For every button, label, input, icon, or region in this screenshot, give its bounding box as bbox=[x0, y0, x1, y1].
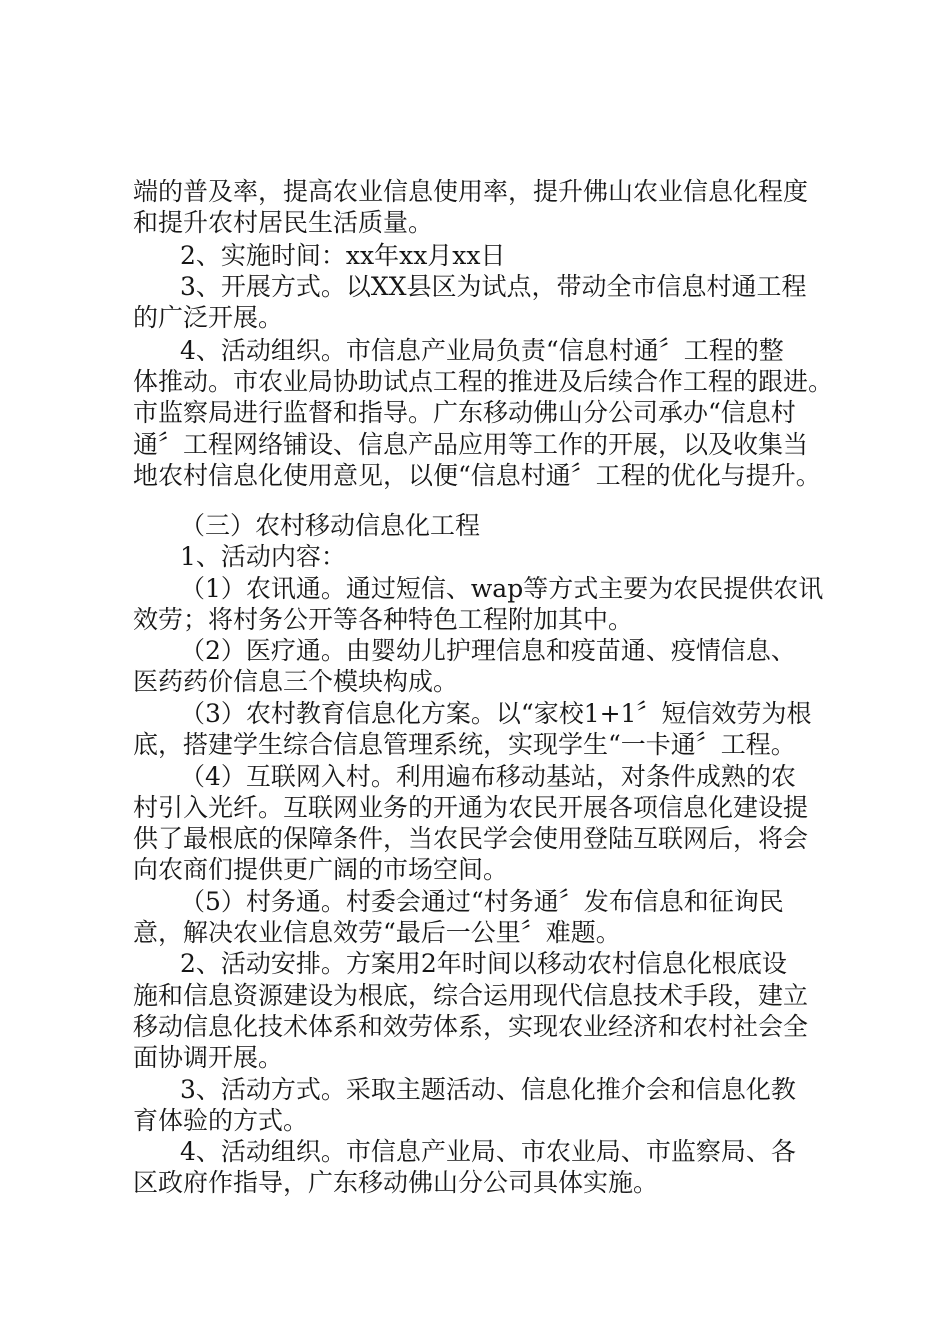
text-line: （3）农村教育信息化方案。以“家校1+1〞短信效劳为根 bbox=[180, 699, 812, 728]
section-heading: （三）农村移动信息化工程 bbox=[180, 511, 481, 540]
text-line: 端的普及率，提高农业信息使用率，提升佛山农业信息化程度 bbox=[133, 177, 809, 206]
text-line: 向农商们提供更广阔的市场空间。 bbox=[133, 855, 509, 884]
text-line: 市监察局进行监督和指导。广东移动佛山分公司承办“信息村 bbox=[133, 398, 796, 427]
text-line: 地农村信息化使用意见，以便“信息村通〞工程的优化与提升。 bbox=[133, 461, 821, 490]
text-line: 3、开展方式。以XX县区为试点，带动全市信息村通工程 bbox=[180, 272, 807, 301]
text-line: 3、活动方式。采取主题活动、信息化推介会和信息化教 bbox=[180, 1075, 796, 1104]
text-line: （5）村务通。村委会通过“村务通〞发布信息和征询民 bbox=[180, 887, 784, 916]
text-line: 通〞工程网络铺设、信息产品应用等工作的开展，以及收集当 bbox=[133, 430, 809, 459]
text-line: （2）医疗通。由婴幼儿护理信息和疫苗通、疫情信息、 bbox=[180, 636, 796, 665]
text-line: 意，解决农业信息效劳“最后一公里〞难题。 bbox=[133, 918, 621, 947]
text-line: （4）互联网入村。利用遍布移动基站，对条件成熟的农 bbox=[180, 762, 796, 791]
text-line: 村引入光纤。互联网业务的开通为农民开展各项信息化建设提 bbox=[133, 793, 809, 822]
text-line: 施和信息资源建设为根底，综合运用现代信息技术手段，建立 bbox=[133, 981, 809, 1010]
text-line: 的广泛开展。 bbox=[133, 303, 284, 332]
text-line: 供了最根底的保障条件，当农民学会使用登陆互联网后，将会 bbox=[133, 824, 809, 853]
text-line: 和提升农村居民生活质量。 bbox=[133, 208, 434, 237]
text-line: 4、活动组织。市信息产业局负责“信息村通〞工程的整 bbox=[180, 336, 784, 365]
text-line: 4、活动组织。市信息产业局、市农业局、市监察局、各 bbox=[180, 1137, 796, 1166]
text-line: 底，搭建学生综合信息管理系统，实现学生“一卡通〞工程。 bbox=[133, 730, 796, 759]
text-line: 1、活动内容： bbox=[180, 542, 346, 571]
text-line: 效劳；将村务公开等各种特色工程附加其中。 bbox=[133, 605, 634, 634]
text-line: 面协调开展。 bbox=[133, 1043, 284, 1072]
text-line: 医药药价信息三个模块构成。 bbox=[133, 667, 459, 696]
text-line: 育体验的方式。 bbox=[133, 1106, 309, 1135]
text-line: 移动信息化技术体系和效劳体系，实现农业经济和农村社会全 bbox=[133, 1012, 809, 1041]
text-line: 2、活动安排。方案用2年时间以移动农村信息化根底设 bbox=[180, 949, 787, 978]
text-line: 体推动。市农业局协助试点工程的推进及后续合作工程的跟进。 bbox=[133, 367, 834, 396]
text-line: 区政府作指导，广东移动佛山分公司具体实施。 bbox=[133, 1168, 659, 1197]
text-line: 2、实施时间：xx年xx月xx日 bbox=[180, 241, 506, 270]
text-line: （1）农讯通。通过短信、wap等方式主要为农民提供农讯 bbox=[180, 574, 824, 603]
